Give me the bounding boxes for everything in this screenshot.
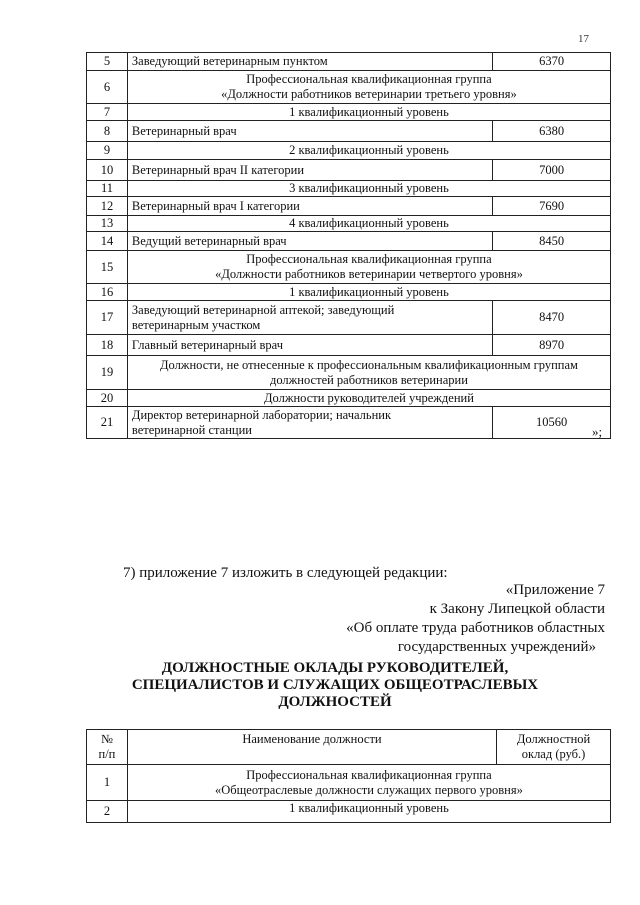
row-number: 17 [87,301,128,335]
level-heading: 1 квалификационный уровень [127,284,610,301]
group-heading [127,765,610,801]
table-row [87,407,611,439]
salary-value: 8470 [493,301,611,335]
page-number: 17 [578,33,589,45]
group-heading-line: Должности, не отнесенные к профессиональным квалификационным группам [159,357,578,372]
header-salary-line: Должностной [516,732,591,746]
group-heading-line: «Должности работников ветеринарии четвертого уровня» [215,267,523,281]
appendix-reference [300,581,605,657]
appendix-line: государственных учреждений» [397,639,596,655]
table-row [87,53,611,71]
table-row [87,390,611,407]
appendix-line: «Приложение 7 [505,582,605,598]
position-name: Ведущий ветеринарный врач [127,232,492,251]
title-line: ДОЛЖНОСТЕЙ [278,694,392,710]
row-number: 5 [87,53,128,71]
table-row [87,160,611,181]
row-number: 8 [87,121,128,142]
group-heading-line: Профессиональная квалификационная группа [246,72,492,86]
salary-value: 6380 [493,121,611,142]
header-salary [497,730,611,765]
table-row [87,284,611,301]
salary-value: 7690 [493,197,611,216]
table-header-row [87,730,611,765]
position-name: Ветеринарный врач II категории [127,160,492,181]
row-number: 13 [87,216,128,232]
row-number: 2 [87,801,128,823]
amendment-paragraph: 7) приложение 7 изложить в следующей редакции: [123,565,448,581]
row-number: 7 [87,104,128,121]
table-row [87,104,611,121]
header-position-name: Наименование должности [127,730,496,765]
row-number: 11 [87,181,128,197]
group-heading-line: «Должности работников ветеринарии третьего уровня» [221,87,517,101]
group-heading [127,356,610,390]
row-number: 10 [87,160,128,181]
row-number: 21 [87,407,128,439]
position-name-line: Директор ветеринарной лаборатории; начальник [131,407,392,422]
position-name [127,301,492,335]
salary-value: 10560 [493,407,611,439]
table-row [87,181,611,197]
position-name [127,407,492,439]
title-line: ДОЛЖНОСТНЫЕ ОКЛАДЫ РУКОВОДИТЕЛЕЙ, [161,660,509,676]
general-salary-table [86,729,611,823]
row-number: 16 [87,284,128,301]
table-row [87,232,611,251]
level-heading: 1 квалификационный уровень [127,801,610,823]
level-heading: 4 квалификационный уровень [127,216,610,232]
table-row [87,335,611,356]
table-row [87,765,611,801]
row-number: 14 [87,232,128,251]
group-heading-line: Профессиональная квалификационная группа [246,767,492,782]
table-row [87,121,611,142]
row-number: 20 [87,390,128,407]
level-heading: Должности руководителей учреждений [127,390,610,407]
group-heading-line: Профессиональная квалификационная группа [246,252,492,266]
table-row [87,251,611,284]
row-number: 19 [87,356,128,390]
level-heading: 3 квалификационный уровень [127,181,610,197]
appendix-line: к Закону Липецкой области [429,601,605,617]
header-number [87,730,128,765]
header-salary-line: оклад (руб.) [521,747,586,761]
title-line: СПЕЦИАЛИСТОВ И СЛУЖАЩИХ ОБЩЕОТРАСЛЕВЫХ [131,677,539,693]
group-heading [127,71,610,104]
position-name: Заведующий ветеринарным пунктом [127,53,492,71]
closing-quote: »; [592,424,603,439]
row-number: 1 [87,765,128,801]
salary-value: 8970 [493,335,611,356]
veterinary-salary-table [86,52,611,439]
table-row [87,301,611,335]
table-row [87,197,611,216]
table-row [87,71,611,104]
table-row [87,801,611,823]
group-heading [127,251,610,284]
row-number: 9 [87,142,128,160]
group-heading-line: «Общеотраслевые должности служащих первого уровня» [215,782,523,797]
header-number-line: п/п [98,747,116,761]
table-row [87,216,611,232]
table-row [87,142,611,160]
row-number: 18 [87,335,128,356]
salary-value: 8450 [493,232,611,251]
appendix-line: «Об оплате труда работников областных [346,620,605,636]
level-heading: 2 квалификационный уровень [127,142,610,160]
document-title [100,660,570,711]
row-number: 6 [87,71,128,104]
group-heading-line: должностей работников ветеринарии [269,372,468,387]
position-name: Главный ветеринарный врач [127,335,492,356]
position-name-line: ветеринарным участком [131,317,261,332]
position-name: Ветеринарный врач [127,121,492,142]
position-name-line: ветеринарной станции [131,422,252,437]
row-number: 12 [87,197,128,216]
table-row [87,356,611,390]
header-number-line: № [100,732,113,746]
row-number: 15 [87,251,128,284]
level-heading: 1 квалификационный уровень [127,104,610,121]
salary-value: 7000 [493,160,611,181]
position-name-line: Заведующий ветеринарной аптекой; заведующий [131,302,395,317]
position-name: Ветеринарный врач I категории [127,197,492,216]
salary-value: 6370 [493,53,611,71]
